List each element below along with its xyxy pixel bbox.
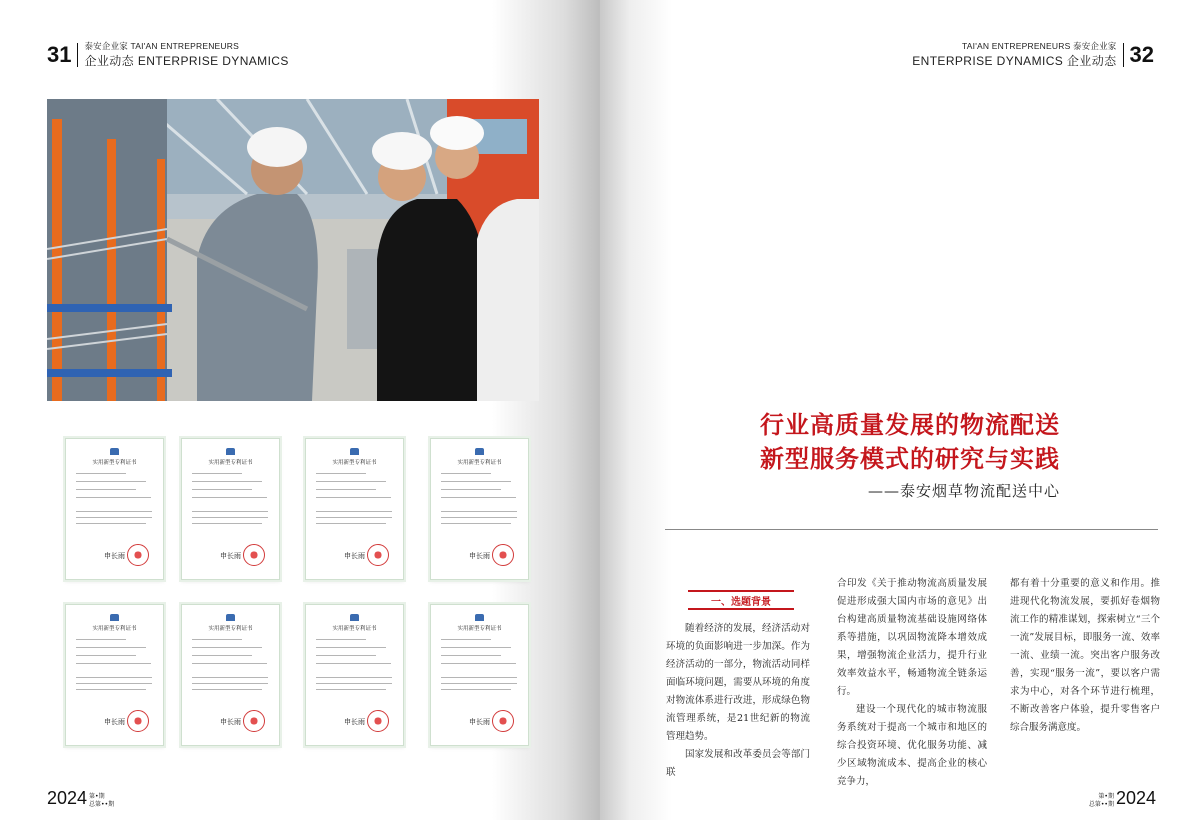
article-column-3 xyxy=(1010,575,1160,737)
cnipa-logo-icon xyxy=(350,614,359,621)
cnipa-logo-icon xyxy=(110,448,119,455)
header-magazine-name: TAI'AN ENTREPRENEURS 泰安企业家 xyxy=(962,41,1117,51)
patent-certificate xyxy=(181,438,280,580)
cnipa-logo-icon xyxy=(110,614,119,621)
paragraph: 国家发展和改革委员会等部门联 xyxy=(666,749,810,778)
paragraph: 建设一个现代化的城市物流服务系统对于提高一个城市和地区的综合投资环境、优化服务功能、减少区域物流成本、提高企业的核心竞争力， xyxy=(837,704,987,787)
patent-certificate xyxy=(181,604,280,746)
header-text xyxy=(84,40,288,69)
footer-issue: 第•期 总第••期 xyxy=(89,793,115,808)
signature: 申长雨 xyxy=(220,552,241,560)
cnipa-logo-icon xyxy=(475,614,484,621)
red-seal-icon xyxy=(243,710,265,732)
signature: 申长雨 xyxy=(104,718,125,726)
signature: 申长雨 xyxy=(344,552,365,560)
patent-certificate xyxy=(430,604,529,746)
red-seal-icon xyxy=(367,544,389,566)
patent-certificate xyxy=(305,438,404,580)
certificate-title: 实用新型专利证书 xyxy=(332,460,377,466)
footer-year: 2024 xyxy=(47,788,88,808)
patent-certificate xyxy=(430,438,529,580)
header-section-name: ENTERPRISE DYNAMICS 企业动态 xyxy=(912,54,1117,68)
title-divider xyxy=(665,529,1158,530)
footer-issue: 第•期 总第••期 xyxy=(1088,793,1114,808)
warehouse-photo-illustration xyxy=(47,99,539,401)
header-magazine-name: 泰安企业家 TAI'AN ENTREPRENEURS xyxy=(84,41,239,51)
red-seal-icon xyxy=(127,544,149,566)
page-footer xyxy=(1089,788,1156,809)
cnipa-logo-icon xyxy=(226,448,235,455)
signature: 申长雨 xyxy=(104,552,125,560)
red-seal-icon xyxy=(367,710,389,732)
certificate-title: 实用新型专利证书 xyxy=(457,626,502,632)
header-section-name: 企业动态 ENTERPRISE DYNAMICS xyxy=(84,54,289,68)
paragraph: 都有着十分重要的意义和作用。推进现代化物流发展，要抓好卷烟物流工作的精准谋划，探索树立“三个一流”发展目标，即服务一流、效率一流、业绩一流。突出客户服务改善，实现“服务一流”，要以客户需求为中心，对各个环节进行梳理，不断改善客户体验，提升零售客户综合服务满意度。 xyxy=(1010,578,1160,733)
certificate-title: 实用新型专利证书 xyxy=(457,460,502,466)
patent-certificate xyxy=(65,604,164,746)
article-title-block xyxy=(760,408,1060,501)
section-heading xyxy=(688,590,794,610)
page-footer xyxy=(47,788,114,809)
signature: 申长雨 xyxy=(344,718,365,726)
certificate-title: 实用新型专利证书 xyxy=(208,460,253,466)
page-header xyxy=(912,40,1154,69)
paragraph: 随着经济的发展，经济活动对环境的负面影响进一步加深。作为经济活动的一部分，物流活动同样面临环境问题，需要从环境的角度对物流体系进行改进，形成绿色物流管理系统，是21世纪新的物流管理趋势。 xyxy=(666,623,810,742)
header-divider xyxy=(1123,43,1124,67)
certificate-title: 实用新型专利证书 xyxy=(92,626,137,632)
red-seal-icon xyxy=(127,710,149,732)
certificate-title: 实用新型专利证书 xyxy=(332,626,377,632)
page-number: 32 xyxy=(1129,41,1154,67)
page-header xyxy=(47,40,289,69)
article-title-line1: 行业高质量发展的物流配送 xyxy=(760,411,1060,439)
red-seal-icon xyxy=(492,710,514,732)
article-column-2 xyxy=(837,575,987,791)
footer-year: 2024 xyxy=(1115,788,1156,808)
certificate-title: 实用新型专利证书 xyxy=(208,626,253,632)
article-byline: ——泰安烟草物流配送中心 xyxy=(867,482,1060,500)
page-number: 31 xyxy=(47,41,72,67)
article-column-1 xyxy=(666,620,810,782)
patent-certificate xyxy=(65,438,164,580)
patent-certificate xyxy=(305,604,404,746)
header-divider xyxy=(77,43,78,67)
cnipa-logo-icon xyxy=(350,448,359,455)
header-text xyxy=(912,40,1116,69)
signature: 申长雨 xyxy=(220,718,241,726)
cnipa-logo-icon xyxy=(226,614,235,621)
cnipa-logo-icon xyxy=(475,448,484,455)
article-title-line2: 新型服务模式的研究与实践 xyxy=(760,445,1060,473)
section-heading-text: 一、选题背景 xyxy=(711,597,771,608)
warehouse-photo xyxy=(47,99,539,401)
red-seal-icon xyxy=(243,544,265,566)
red-seal-icon xyxy=(492,544,514,566)
certificate-title: 实用新型专利证书 xyxy=(92,460,137,466)
signature: 申长雨 xyxy=(469,552,490,560)
paragraph: 合印发《关于推动物流高质量发展促进形成强大国内市场的意见》出台构建高质量物流基础设施网络体系等措施，以巩固物流降本增效成果，增强物流企业活力，提升行业效率效益水平，畅通物流全链条运行。 xyxy=(837,578,987,697)
signature: 申长雨 xyxy=(469,718,490,726)
